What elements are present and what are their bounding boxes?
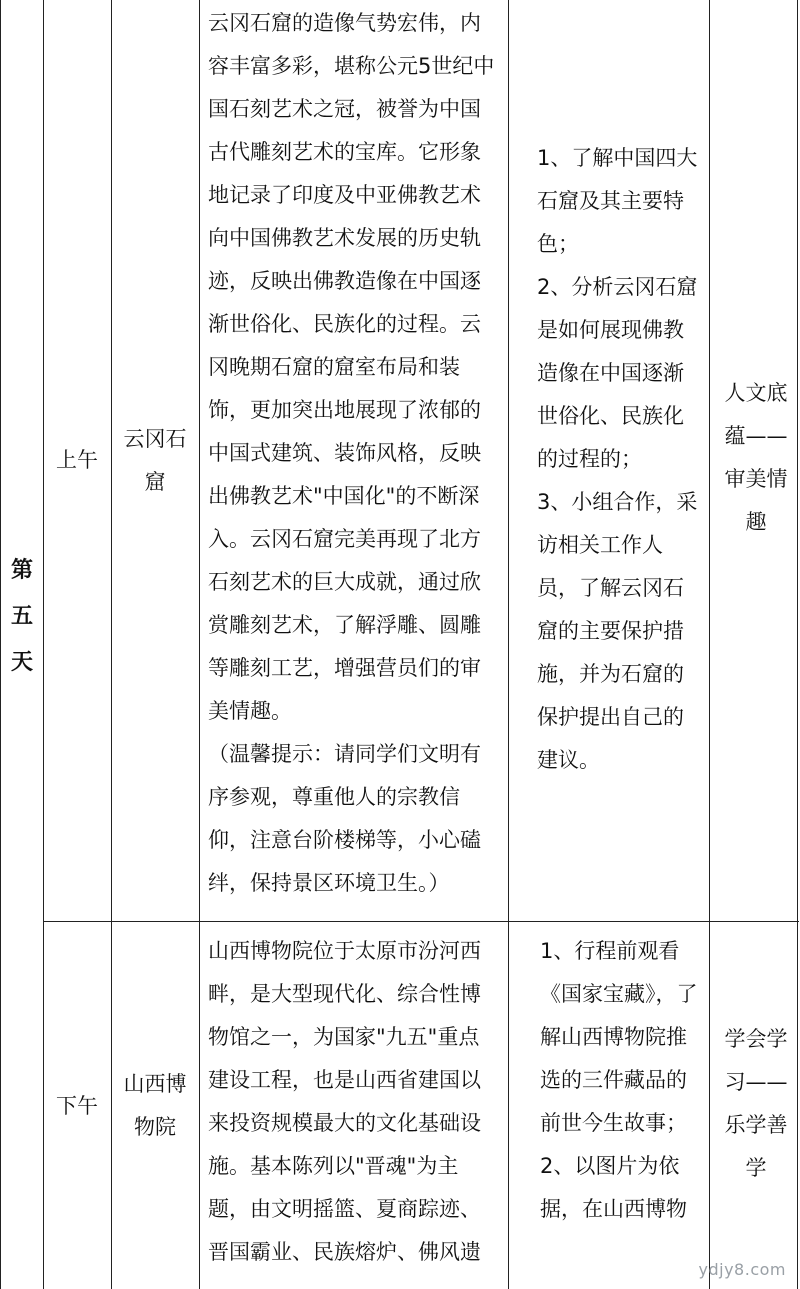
period-label: 上午 — [56, 448, 98, 472]
table-border-right — [797, 0, 798, 1289]
site-cell — [113, 0, 197, 921]
table-column-divider — [43, 0, 44, 1289]
site-description: 云冈石窟的造像气势宏伟，内容丰富多彩，堪称公元5世纪中国石刻艺术之冠，被誉为中国古代雕刻艺术的宝库。它形象地记录了印度及中亚佛教艺术向中国佛教艺术发展的历史轨迹，反映出佛教造像在中国逐渐世俗化、民族化的过程。云冈晚期石窟的窟室布局和装饰，更加突出地展现了浓郁的中国式建筑、装饰风格，反映出佛教艺术"中国化"的不断深入。云冈石窟完美再现了北方石刻艺术的巨大成就，通过欣赏雕刻艺术，了解浮雕、圆雕等雕刻工艺，增强营员们的审美情趣。 （温馨提示：请同学们文明有序参观，尊重他人的宗教信仰，注意台阶楼梯等，小心磕绊，保持景区环境卫生。） — [208, 11, 495, 895]
activity-tasks: 1、了解中国四大石窟及其主要特色； 2、分析云冈石窟是如何展现佛教造像在中国逐渐世俗化、民族化的过程的； 3、小组合作，采访相关工作人员，了解云冈石窟的主要保护措施，并为石窟的保护提出自己的建议。 — [537, 146, 698, 772]
table-column-divider — [709, 0, 710, 1289]
site-description: 山西博物院位于太原市汾河西畔，是大型现代化、综合性博物馆之一，为国家"九五"重点建设工程，也是山西省建国以来投资规模最大的文化基础设施。基本陈列以"晋魂"为主题，由文明摇篮、夏商踪迹、晋国霸业、民族熔炉、佛风遗 — [208, 939, 481, 1264]
table-column-divider — [111, 0, 112, 1289]
table-row — [45, 0, 109, 921]
table-column-divider — [508, 0, 509, 1289]
activity-tasks: 1、行程前观看《国家宝藏》，了解山西博物院推选的三件藏品的前世今生故事； 2、以图片为依据，在山西博物 — [540, 939, 698, 1221]
day-label: 第 五 天 — [10, 558, 33, 675]
core-literacy: 人文底 蕴—— 审美情 趣 — [724, 381, 788, 534]
table-border-left — [0, 0, 1, 1289]
site-name: 云冈石 窟 — [123, 426, 187, 494]
table-row — [45, 923, 109, 1289]
table-column-divider — [199, 0, 200, 1289]
table-row-divider — [43, 921, 799, 922]
watermark: ydjy8.com — [698, 1260, 786, 1279]
core-literacy: 学会学 习—— 乐学善 学 — [724, 1027, 788, 1180]
site-cell — [113, 923, 197, 1289]
site-name: 山西博 物院 — [123, 1072, 187, 1139]
period-label: 下午 — [56, 1093, 98, 1118]
